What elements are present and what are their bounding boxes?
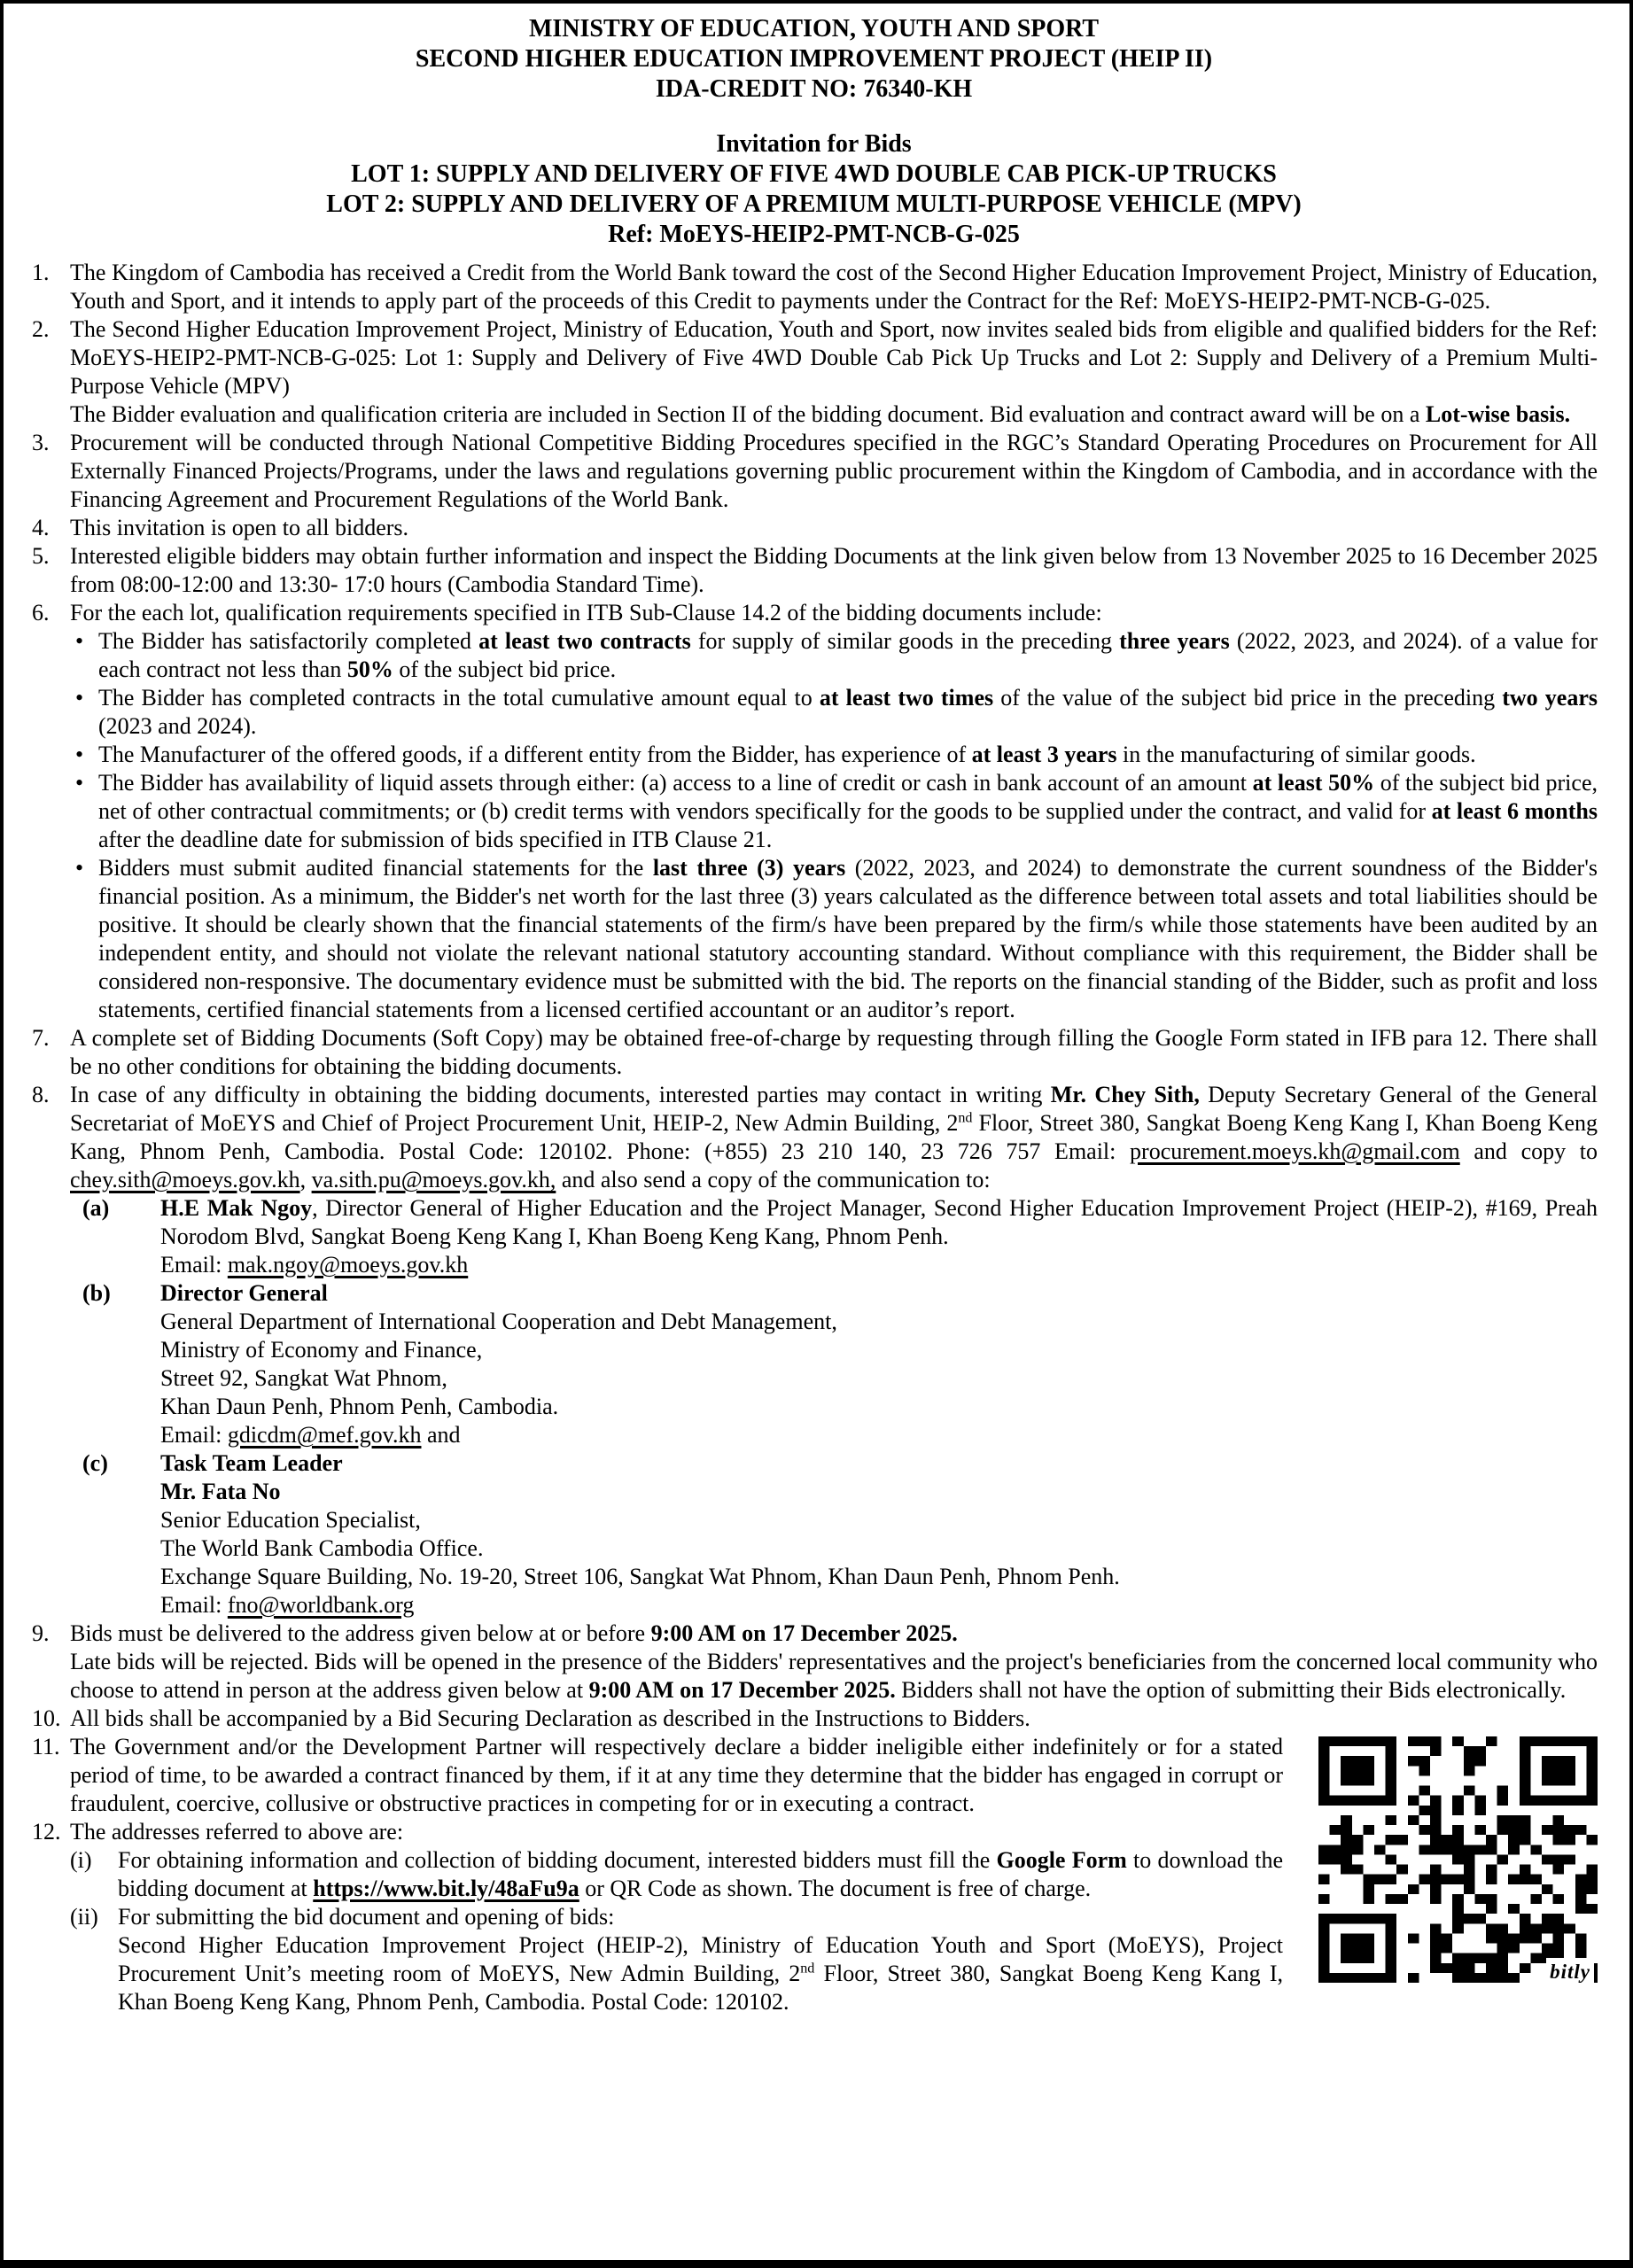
text-segment: This invitation is open to all bidders. [70, 515, 409, 540]
paragraph [160, 1279, 1598, 1308]
text-segment: 9:00 AM on 17 December 2025. [650, 1620, 958, 1646]
text-segment: for supply of similar goods in the preceding [690, 628, 1120, 654]
text-segment: of the value of the subject bid price in the preceding [993, 685, 1503, 711]
text-segment: (2022, 2023, and 2024) to demonstrate the current soundness of the Bidder's financial position. As a minimum, the Bidder's net worth for the last three (3) years calculated as the difference between total assets and total liabilities should be positive. It should be clearly shown that the financial statements of the firm/s have been prepared by the firm/s while those statements have been audited by an independent entity, and should not violate the relevant national statutory accounting standard. Without compliance with this requirement, the Bidder shall be considered non-responsive. The documentary evidence must be submitted with the bid. The reports on the financial standing of the Bidder, such as profit and loss statements, certified financial statements from a licensed certified accountant or an auditor’s report. [98, 855, 1598, 1022]
paragraph [160, 1336, 1598, 1364]
bullet-item [70, 854, 1598, 1024]
text-segment: For submitting the bid document and opening of bids: [118, 1904, 615, 1930]
email-link[interactable]: chey.sith@moeys.gov.kh [70, 1167, 300, 1192]
item-number: 8. [32, 1082, 50, 1107]
text-segment: Senior Education Specialist, [160, 1507, 421, 1533]
item-number: 3. [32, 430, 50, 455]
text-segment: Deputy Secretary General of the General Secretariat of MoEYS and Chief of Project Procurement Unit, HEIP-2, New Admin Building, 2 [70, 1082, 1598, 1136]
item-body [70, 315, 1598, 429]
item-body [70, 1818, 1598, 2016]
text-segment: The Government and/or the Development Partner will respectively declare a bidder ineligible either indefinitely or for a stated period of time, to be awarded a contract financed by them, if it at any time they determine that the bidder has engaged in corrupt or fraudulent, coercive, collusive or obstructive practices in competing for or in executing a contract. [70, 1734, 1283, 1816]
item-body [70, 1705, 1598, 1733]
text-segment: The Bidder evaluation and qualification criteria are included in Section II of the bidding document. Bid evaluation and contract award will be on a [70, 401, 1426, 427]
paragraph [118, 1931, 1598, 2016]
paragraph [160, 1449, 1598, 1478]
bullet-marker: • [75, 855, 84, 881]
text-segment: at least 50% [1252, 770, 1375, 796]
text-segment: nd [958, 1110, 973, 1126]
list-item-9 [30, 1619, 1598, 1705]
paragraph [160, 1194, 1598, 1251]
sub-item-a [70, 1194, 1598, 1279]
bullet-item [70, 741, 1598, 769]
email-link[interactable]: procurement.moeys.kh@gmail.com [1130, 1138, 1460, 1164]
paragraph [70, 1733, 1598, 1818]
text-segment: after the deadline date for submission of bids specified in ITB Clause 21. [98, 827, 773, 852]
lot2-title: LOT 2: SUPPLY AND DELIVERY OF A PREMIUM MULTI-PURPOSE VEHICLE (MPV) [326, 190, 1302, 218]
bullet-marker: • [75, 685, 84, 711]
text-segment: at least 6 months [1431, 798, 1598, 824]
text-segment: three years [1119, 628, 1230, 654]
paragraph [160, 1563, 1598, 1591]
item-number: 5. [32, 543, 50, 569]
paragraph [160, 1393, 1598, 1421]
item-body [70, 1024, 1598, 1081]
text-segment: of the subject bid price. [393, 656, 617, 682]
paragraph [70, 315, 1598, 400]
paragraph [70, 429, 1598, 514]
item-number: 6. [32, 600, 50, 625]
paragraph [70, 400, 1598, 429]
paragraph [70, 259, 1598, 315]
text-segment: Exchange Square Building, No. 19-20, Street 106, Sangkat Wat Phnom, Khan Daun Penh, Phnom Penh. [160, 1564, 1120, 1589]
item-number: 1. [32, 260, 50, 285]
text-segment: Mr. Chey Sith, [1050, 1082, 1200, 1107]
item-body [70, 542, 1598, 599]
bullet-marker: • [75, 628, 84, 654]
paragraph [70, 599, 1598, 627]
text-segment: The Second Higher Education Improvement Project, Ministry of Education, Youth and Sport, now invites sealed bids from eligible and qualified bidders for the Ref: MoEYS-HEIP2-PMT-NCB-G-025: Lot 1: Supply and Delivery of Five 4WD Double Cab Pick Up Trucks and Lot 2: Supply and Delivery of a Premium Multi-Purpose Vehicle (MPV) [70, 316, 1598, 399]
list-item-6 [30, 599, 1598, 1024]
paragraph [160, 1534, 1598, 1563]
text-segment: H.E Mak Ngoy [160, 1195, 313, 1221]
paragraph [70, 1648, 1598, 1705]
list-item-10 [30, 1705, 1598, 1733]
sub-item-label: (i) [70, 1847, 92, 1873]
text-segment: at least two times [819, 685, 994, 711]
text-segment: The addresses referred to above are: [70, 1819, 404, 1845]
sub-item-label: (c) [82, 1450, 108, 1476]
item-number: 10. [32, 1705, 61, 1731]
bullet-marker: • [75, 770, 84, 796]
list-item-12 [30, 1818, 1598, 2016]
text-segment: For the each lot, qualification requirements specified in ITB Sub-Clause 14.2 of the bidding documents include: [70, 600, 1102, 625]
list-item-3 [30, 429, 1598, 514]
sub-item-b [70, 1279, 1598, 1449]
document-items [30, 259, 1598, 2016]
item-number: 4. [32, 515, 50, 540]
sub-item-c [70, 1449, 1598, 1619]
list-item-8 [30, 1081, 1598, 1619]
sub-item-i [70, 1846, 1598, 1903]
text-segment: and also send a copy of the communication to: [556, 1167, 991, 1192]
list-item-11 [30, 1733, 1598, 1818]
text-segment: at least 3 years [971, 742, 1117, 767]
text-segment: The Manufacturer of the offered goods, if a different entity from the Bidder, has experience of [98, 742, 972, 767]
list-item-7 [30, 1024, 1598, 1081]
text-segment: Email: [160, 1592, 228, 1618]
text-segment: For obtaining information and collection of bidding document, interested bidders must fill the [118, 1847, 997, 1873]
paragraph [160, 1421, 1598, 1449]
text-segment: Interested eligible bidders may obtain further information and inspect the Bidding Documents at the link given below from 13 November 2025 to 16 December 2025 from 08:00-12:00 and 13:30- 17:0 hours (Cambodia Standard Time). [70, 543, 1598, 597]
text-segment: and copy to [1459, 1138, 1598, 1164]
item-body [70, 1081, 1598, 1619]
lot1-title: LOT 1: SUPPLY AND DELIVERY OF FIVE 4WD DOUBLE CAB PICK-UP TRUCKS [351, 160, 1277, 188]
credit-number: IDA-CREDIT NO: 76340-KH [655, 75, 973, 103]
document-header [30, 14, 1598, 250]
item-number: 11. [32, 1734, 60, 1759]
paragraph [160, 1591, 1598, 1619]
email-link[interactable]: mak.ngoy@moeys.gov.kh [227, 1252, 469, 1278]
paragraph [160, 1478, 1598, 1506]
paragraph [160, 1308, 1598, 1336]
paragraph [70, 1705, 1598, 1733]
item-body [70, 1733, 1598, 1818]
item-number: 12. [32, 1819, 61, 1845]
bullet-item [70, 769, 1598, 854]
paragraph [160, 1364, 1598, 1393]
list-item-1 [30, 259, 1598, 315]
reference-number: Ref: MoEYS-HEIP2-PMT-NCB-G-025 [608, 221, 1020, 248]
text-segment: last three (3) years [652, 855, 846, 881]
text-segment: two years [1502, 685, 1598, 711]
text-segment: Late bids will be rejected. Bids will be opened in the presence of the Bidders' representatives and the project's beneficiaries from the concerned local community who choose to attend in person at the address given below at [70, 1649, 1598, 1703]
text-segment: A complete set of Bidding Documents (Soft Copy) may be obtained free-of-charge by requesting through filling the Google Form stated in IFB para 12. There shall be no other conditions for obtaining the bidding documents. [70, 1025, 1598, 1079]
text-segment: Google Form [996, 1847, 1127, 1873]
text-segment: Second Higher Education Improvement Project (HEIP-2), Ministry of Education Youth and Sport (MoEYS), Project Procurement Unit’s meeting room of MoEYS, New Admin Building, 2 [118, 1932, 1283, 1986]
text-segment: 50% [346, 656, 393, 682]
text-segment: Floor, Street 380, Sangkat Boeng Keng Kang I, Khan Boeng Keng Kang, Phnom Penh, Cambodia. Postal Code: 120102. [118, 1961, 1283, 2015]
text-segment: to download the bidding document at [118, 1847, 1283, 1901]
project-title: SECOND HIGHER EDUCATION IMPROVEMENT PROJECT (HEIP II) [415, 45, 1213, 73]
sub-item-ii [70, 1903, 1598, 2016]
ministry-title: MINISTRY OF EDUCATION, YOUTH AND SPORT [528, 15, 1100, 43]
bullet-item [70, 684, 1598, 741]
paragraph [70, 514, 1598, 542]
item-body [70, 259, 1598, 315]
text-segment: All bids shall be accompanied by a Bid Securing Declaration as described in the Instructions to Bidders. [70, 1705, 1030, 1731]
item-body [70, 514, 1598, 542]
text-segment: Task Team Leader [160, 1450, 343, 1476]
email-link[interactable]: gdicdm@mef.gov.kh [227, 1422, 422, 1448]
paragraph [70, 1818, 1598, 1846]
list-item-5 [30, 542, 1598, 599]
text-segment: , [299, 1167, 312, 1192]
text-segment: and [421, 1422, 461, 1448]
item-number: 7. [32, 1025, 50, 1051]
text-segment: Lot-wise basis. [1425, 401, 1571, 427]
sub-item-label: (ii) [70, 1904, 98, 1930]
email-link[interactable]: va.sith.pu@moeys.gov.kh, [311, 1167, 556, 1192]
text-segment: Floor, Street 380, Sangkat Boeng Keng Kang I, Khan Boeng Keng Kang, Phnom Penh, Cambodia. Postal Code: 120102. Phone: (+855) 23 210 140, 23 726 757 Email: [70, 1110, 1598, 1164]
sub-item-label: (a) [82, 1195, 110, 1221]
text-segment: Bidders must submit audited financial statements for the [98, 855, 653, 881]
email-link[interactable]: fno@worldbank.org [227, 1592, 415, 1618]
text-segment: The World Bank Cambodia Office. [160, 1535, 484, 1561]
text-segment: Email: [160, 1252, 228, 1278]
text-segment: of the subject bid price, net of other contractual commitments; or (b) credit terms with vendors specifically for the goods to be supplied under the contract, and valid for [98, 770, 1598, 824]
text-segment: The Bidder has availability of liquid assets through either: (a) access to a line of credit or cash in bank account of an amount [98, 770, 1253, 796]
list-item-4 [30, 514, 1598, 542]
bullet-marker: • [75, 742, 84, 767]
sub-item-label: (b) [82, 1280, 111, 1306]
text-segment: Mr. Fata No [160, 1479, 281, 1504]
bullet-item [70, 627, 1598, 684]
invitation-title: Invitation for Bids [716, 130, 912, 158]
item-number: 2. [32, 316, 50, 342]
text-segment: General Department of International Cooperation and Debt Management, [160, 1309, 837, 1334]
text-segment: , Director General of Higher Education and the Project Manager, Second Higher Education Improvement Project (HEIP-2), #169, Preah Norodom Blvd, Sangkat Boeng Keng Kang I, Khan Boeng Keng Kang, Phnom Penh. [160, 1195, 1598, 1249]
paragraph [118, 1846, 1598, 1903]
paragraph [70, 1024, 1598, 1081]
text-segment: Street 92, Sangkat Wat Phnom, [160, 1365, 447, 1391]
paragraph [70, 1081, 1598, 1194]
text-segment: in the manufacturing of similar goods. [1116, 742, 1476, 767]
text-segment: Ministry of Economy and Finance, [160, 1337, 483, 1363]
header-spacer [30, 105, 1598, 129]
item-body [70, 1619, 1598, 1705]
url-link[interactable]: https://www.bit.ly/48aFu9a [313, 1876, 579, 1901]
text-segment: 9:00 AM on 17 December 2025. [588, 1677, 896, 1703]
bitly-logo: bitly [1546, 1958, 1594, 1986]
text-segment: Procurement will be conducted through National Competitive Bidding Procedures specified in the RGC’s Standard Operating Procedures on Procurement for All Externally Financed Projects/Programs, under the laws and regulations governing public procurement within the Kingdom of Cambodia, and in accordance with the Financing Agreement and Procurement Regulations of the World Bank. [70, 430, 1598, 512]
text-segment: In case of any difficulty in obtaining the bidding documents, interested parties may contact in writing [70, 1082, 1051, 1107]
list-item-2 [30, 315, 1598, 429]
item-number: 9. [32, 1620, 50, 1646]
text-segment: nd [800, 1961, 815, 1977]
paragraph [160, 1506, 1598, 1534]
text-segment: The Bidder has satisfactorily completed [98, 628, 479, 654]
paragraph [160, 1251, 1598, 1279]
item-body [70, 429, 1598, 514]
paragraph [118, 1903, 1598, 1931]
text-segment: (2022, 2023, and 2024). of a value for each contract not less than [98, 628, 1598, 682]
text-segment: Email: [160, 1422, 228, 1448]
item-body [70, 599, 1598, 1024]
text-segment: Bidders shall not have the option of submitting their Bids electronically. [895, 1677, 1567, 1703]
text-segment: Khan Daun Penh, Phnom Penh, Cambodia. [160, 1394, 559, 1419]
text-segment: Bids must be delivered to the address given below at or before [70, 1620, 651, 1646]
text-segment: The Bidder has completed contracts in the total cumulative amount equal to [98, 685, 820, 711]
paragraph [70, 1619, 1598, 1648]
text-segment: or QR Code as shown. The document is free of charge. [579, 1876, 1092, 1901]
text-segment: Director General [160, 1280, 328, 1306]
text-segment: The Kingdom of Cambodia has received a Credit from the World Bank toward the cost of the Second Higher Education Improvement Project, Ministry of Education, Youth and Sport, and it intends to apply part of the proceeds of this Credit to payments under the Contract for the Ref: MoEYS-HEIP2-PMT-NCB-G-025. [70, 260, 1598, 314]
text-segment: at least two contracts [478, 628, 691, 654]
paragraph [70, 542, 1598, 599]
text-segment: (2023 and 2024). [98, 713, 257, 739]
